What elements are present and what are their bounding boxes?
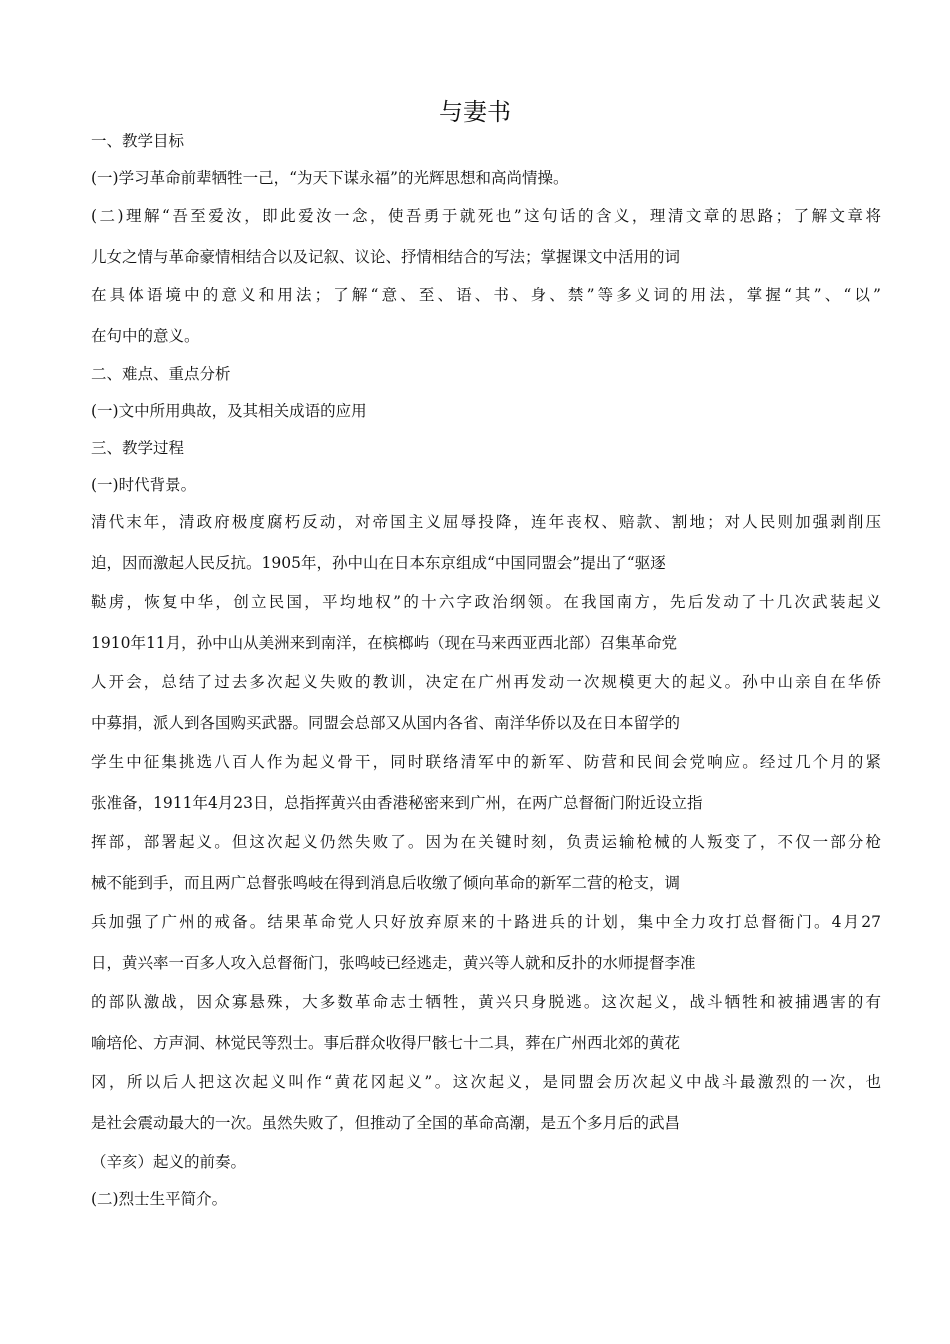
paragraph-line: 械不能到手，而且两广总督张鸣岐在得到消息后收缴了倾向革命的新军二营的枪支，调: [91, 874, 681, 892]
subheading-background: (一)时代背景。: [91, 476, 197, 494]
paragraph-line: 冈，所以后人把这次起义叫作“黄花冈起义”。这次起义，是同盟会历次起义中战斗最激烈的一次，也: [91, 1073, 881, 1091]
paragraph-line: 张准备，1911年4月23日，总指挥黄兴由香港秘密来到广州，在两广总督衙门附近设立指: [91, 794, 703, 812]
document-title: 与妻书: [439, 98, 511, 126]
heading-key-points: 二、难点、重点分析: [91, 365, 231, 383]
paragraph-line: (二)理解“吾至爱汝，即此爱汝一念，使吾勇于就死也”这句话的含义，理清文章的思路；了解文章将: [91, 207, 881, 225]
paragraph-line: 鞑虏，恢复中华，创立民国，平均地权”的十六字政治纲领。在我国南方，先后发动了十几次武装起义: [91, 593, 881, 611]
paragraph-line: 是社会震动最大的一次。虽然失败了，但推动了全国的革命高潮，是五个多月后的武昌: [91, 1114, 681, 1132]
paragraph-line: 在句中的意义。: [91, 327, 200, 345]
paragraph-line: 人开会，总结了过去多次起义失败的教训，决定在广州再发动一次规模更大的起义。孙中山亲自在华侨: [91, 673, 881, 691]
paragraph-line: 的部队激战，因众寡悬殊，大多数革命志士牺牲，黄兴只身脱逃。这次起义，战斗牺牲和被捕遇害的有: [91, 993, 881, 1011]
paragraph-line: 喻培伦、方声洞、林觉民等烈士。事后群众收得尸骸七十二具，葬在广州西北郊的黄花: [91, 1034, 681, 1052]
paragraph-line: 在具体语境中的意义和用法；了解“意、至、语、书、身、禁”等多义词的用法，掌握“其”、“以”: [91, 286, 881, 304]
heading-teaching-goals: 一、教学目标: [91, 132, 185, 150]
heading-teaching-process: 三、教学过程: [91, 439, 185, 457]
paragraph-line: 中募捐，派人到各国购买武器。同盟会总部又从国内各省、南洋华侨以及在日本留学的: [91, 714, 681, 732]
paragraph-line: 儿女之情与革命豪情相结合以及记叙、议论、抒情相结合的写法；掌握课文中活用的词: [91, 248, 681, 266]
subheading-martyr-biography: (二)烈士生平简介。: [91, 1190, 228, 1208]
paragraph-line: 兵加强了广州的戒备。结果革命党人只好放弃原来的十路进兵的计划，集中全力攻打总督衙门。4月27: [91, 913, 881, 931]
paragraph-line: （辛亥）起义的前奏。: [91, 1153, 247, 1171]
paragraph-line: 1910年11月，孙中山从美洲来到南洋，在槟榔屿（现在马来西亚西北部）召集革命党: [91, 634, 678, 652]
paragraph-line: (一)文中所用典故，及其相关成语的应用: [91, 402, 367, 420]
paragraph-line: 挥部，部署起义。但这次起义仍然失败了。因为在关键时刻，负责运输枪械的人叛变了，不仅一部分枪: [91, 833, 881, 851]
paragraph-line: 清代末年，清政府极度腐朽反动，对帝国主义屈辱投降，连年丧权、赔款、割地；对人民则加强剥削压: [91, 513, 881, 531]
paragraph-line: (一)学习革命前辈牺牲一己，“为天下谋永福”的光辉思想和高尚情操。: [91, 169, 569, 187]
paragraph-line: 学生中征集挑选八百人作为起义骨干，同时联络清军中的新军、防营和民间会党响应。经过几个月的紧: [91, 753, 881, 771]
paragraph-line: 迫，因而激起人民反抗。1905年，孙中山在日本东京组成“中国同盟会”提出了“驱逐: [91, 554, 666, 572]
paragraph-line: 日，黄兴率一百多人攻入总督衙门，张鸣岐已经逃走，黄兴等人就和反扑的水师提督李准: [91, 954, 696, 972]
